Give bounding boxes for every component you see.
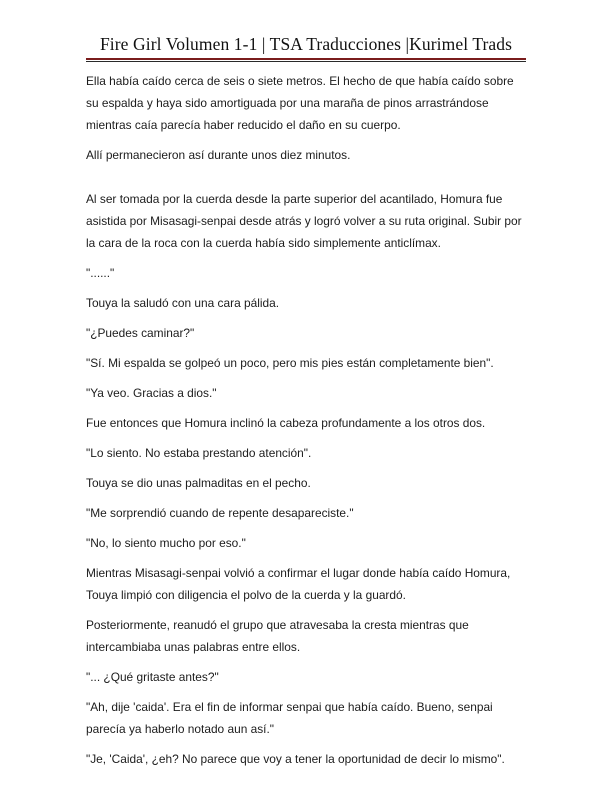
paragraph: "Je, 'Caida', ¿eh? No parece que voy a tener la oportunidad de decir lo mismo". [86, 752, 505, 766]
paragraph: Ella había caído cerca de seis o siete metros. El hecho de que había caído sobre su espalda y haya sido amortiguada por una maraña de pinos arrastrándose mientras caía parecía haber reducido el daño en su cuerpo. [86, 74, 514, 132]
paragraph: "Sí. Mi espalda se golpeó un poco, pero mis pies están completamente bien". [86, 356, 494, 370]
document-body [86, 70, 526, 778]
header-title: Fire Girl Volumen 1-1 | TSA Traducciones |Kurimel Trads [99, 34, 513, 54]
paragraph: "... ¿Qué gritaste antes?" [86, 670, 219, 684]
paragraph: Posteriormente, reanudó el grupo que atravesaba la cresta mientras que intercambiaba unas palabras entre ellos. [86, 618, 469, 654]
paragraph: "Ah, dije 'caida'. Era el fin de informar senpai que había caído. Bueno, senpai parecía ya haberlo notado aun así." [86, 700, 493, 736]
paragraph: "Ya veo. Gracias a dios." [86, 386, 217, 400]
paragraph: "Me sorprendió cuando de repente desapareciste." [86, 506, 354, 520]
paragraph: Al ser tomada por la cuerda desde la parte superior del acantilado, Homura fue asistida por Misasagi-senpai desde atrás y logró volver a su ruta original. Subir por la cara de la roca con la cuerda había sido simplemente anticlímax. [86, 192, 522, 250]
paragraph: "Lo siento. No estaba prestando atención". [86, 446, 312, 460]
paragraph: Mientras Misasagi-senpai volvió a confirmar el lugar donde había caído Homura, Touya limpió con diligencia el polvo de la cuerda y la guardó. [86, 566, 511, 602]
paragraph: "¿Puedes caminar?" [86, 326, 195, 340]
paragraph: Allí permanecieron así durante unos diez minutos. [86, 148, 351, 162]
paragraph: Fue entonces que Homura inclinó la cabeza profundamente a los otros dos. [86, 416, 486, 430]
header-rule [86, 58, 526, 62]
paragraph: "......" [86, 266, 115, 280]
paragraph: Touya la saludó con una cara pálida. [86, 296, 280, 310]
paragraph: "No, lo siento mucho por eso." [86, 536, 246, 550]
paragraph: Touya se dio unas palmaditas en el pecho. [86, 476, 311, 490]
